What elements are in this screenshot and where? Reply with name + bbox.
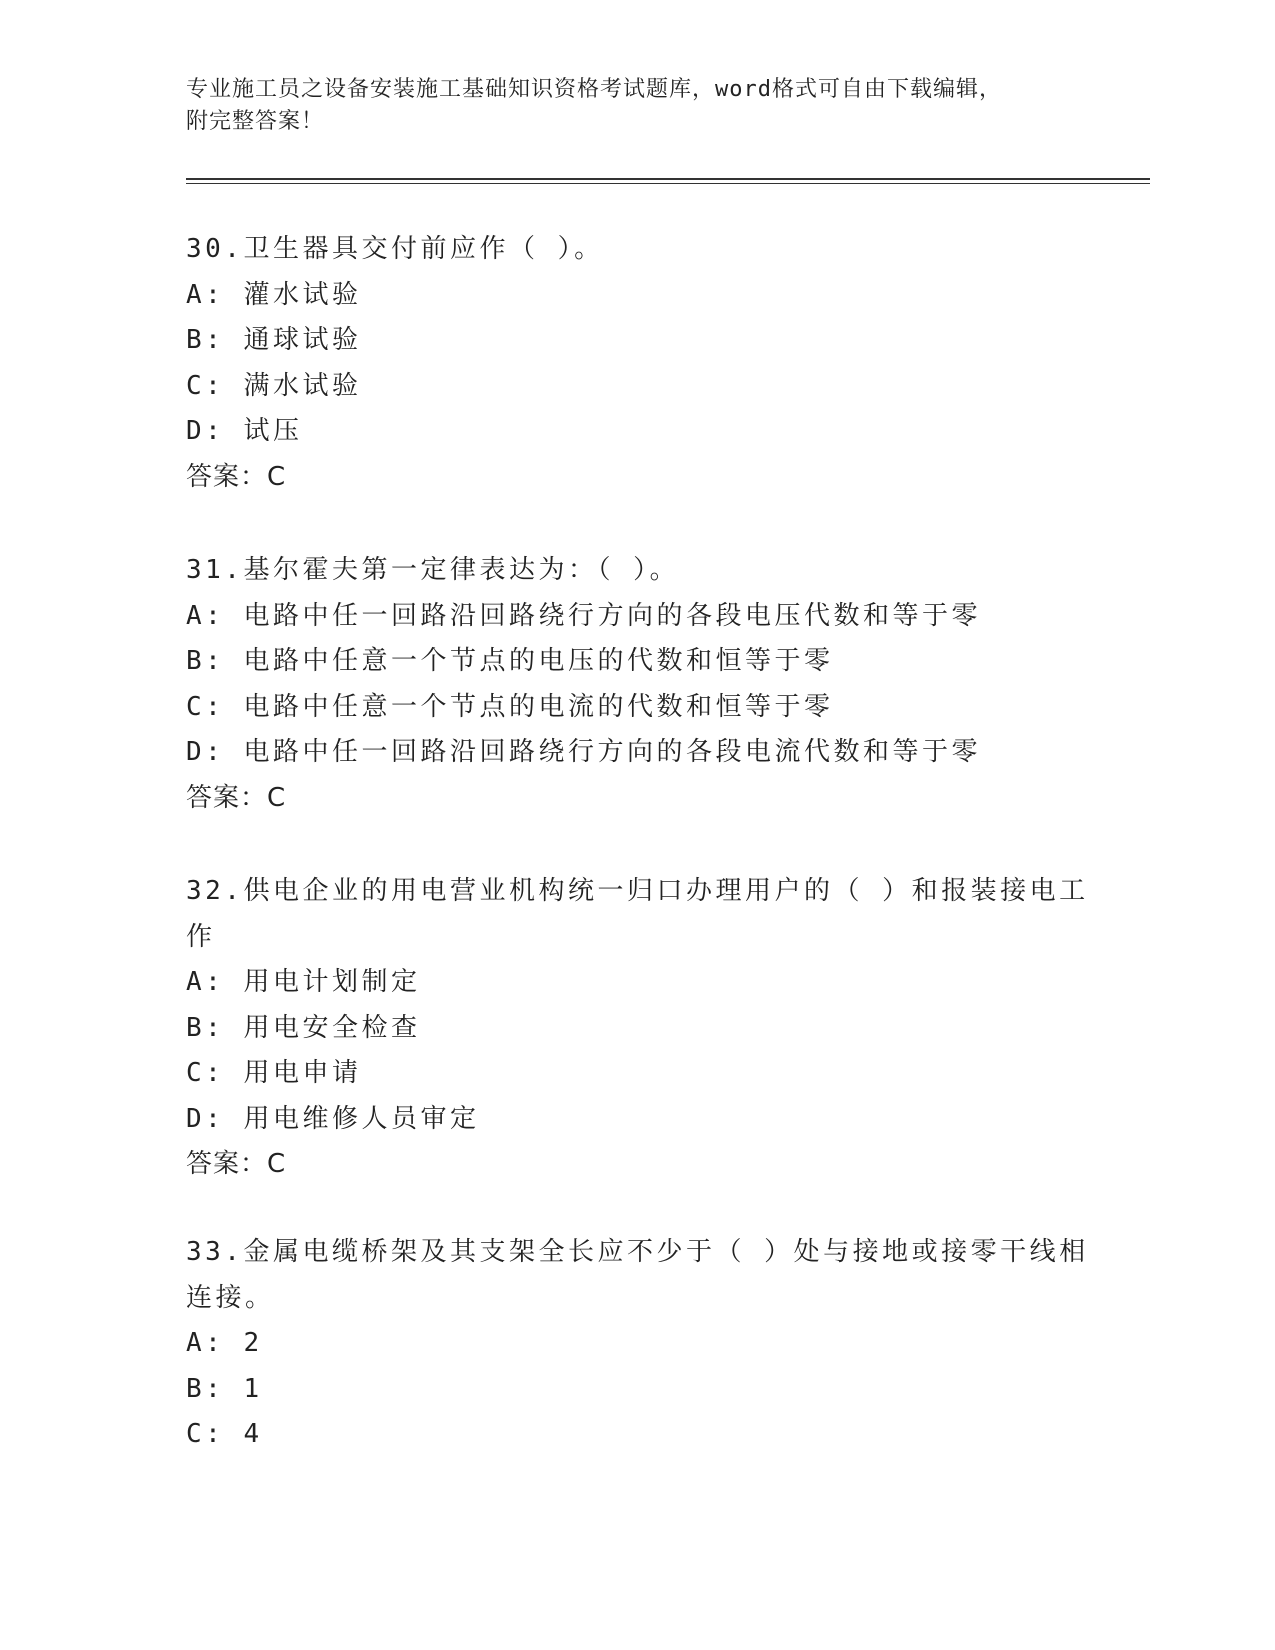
answer: 答案：C <box>186 782 287 813</box>
answer: 答案：C <box>186 461 287 492</box>
option-c: C: 用电申请 <box>186 1058 362 1088</box>
header-line-2: 附完整答案！ <box>186 109 325 134</box>
option-a: A: 电路中任一回路沿回路绕行方向的各段电压代数和等于零 <box>186 600 981 631</box>
question-31 <box>186 548 1086 821</box>
header-line-1: 专业施工员之设备安装施工基础知识资格考试题库，word格式可自由下载编辑， <box>186 77 1002 102</box>
option-a: A: 灌水试验 <box>186 279 362 310</box>
question-stem-line-2: 连接。 <box>186 1282 275 1313</box>
option-d: D: 用电维修人员审定 <box>186 1103 480 1134</box>
option-b: B: 电路中任意一个节点的电压的代数和恒等于零 <box>186 646 834 676</box>
option-b: B: 通球试验 <box>186 325 362 355</box>
option-b: B: 用电安全检查 <box>186 1012 421 1043</box>
question-stem: 31.基尔霍夫第一定律表达为：（ ）。 <box>186 555 680 585</box>
question-33 <box>186 1230 1089 1458</box>
question-30 <box>186 227 1086 500</box>
option-c: C: 电路中任意一个节点的电流的代数和恒等于零 <box>186 691 834 722</box>
answer: 答案：C <box>186 1149 287 1179</box>
header-divider-top <box>186 178 1150 180</box>
question-stem-line-1: 33.金属电缆桥架及其支架全长应不少于（ ）处与接地或接零干线相 <box>186 1237 1089 1267</box>
option-c: C: 满水试验 <box>186 370 362 401</box>
option-a: A: 2 <box>186 1328 263 1358</box>
question-32 <box>186 869 1089 1188</box>
option-a: A: 用电计划制定 <box>186 967 421 997</box>
header-divider-bottom <box>186 183 1150 184</box>
option-c: C: 4 <box>186 1419 263 1449</box>
question-stem: 30.卫生器具交付前应作（ ）。 <box>186 234 604 264</box>
option-d: D: 试压 <box>186 416 303 446</box>
option-b: B: 1 <box>186 1373 263 1404</box>
question-stem-line-1: 32.供电企业的用电营业机构统一归口办理用户的（ ）和报装接电工 <box>186 876 1089 906</box>
document-header <box>186 74 1086 138</box>
question-stem-line-2: 作 <box>186 921 216 952</box>
option-d: D: 电路中任一回路沿回路绕行方向的各段电流代数和等于零 <box>186 737 981 767</box>
